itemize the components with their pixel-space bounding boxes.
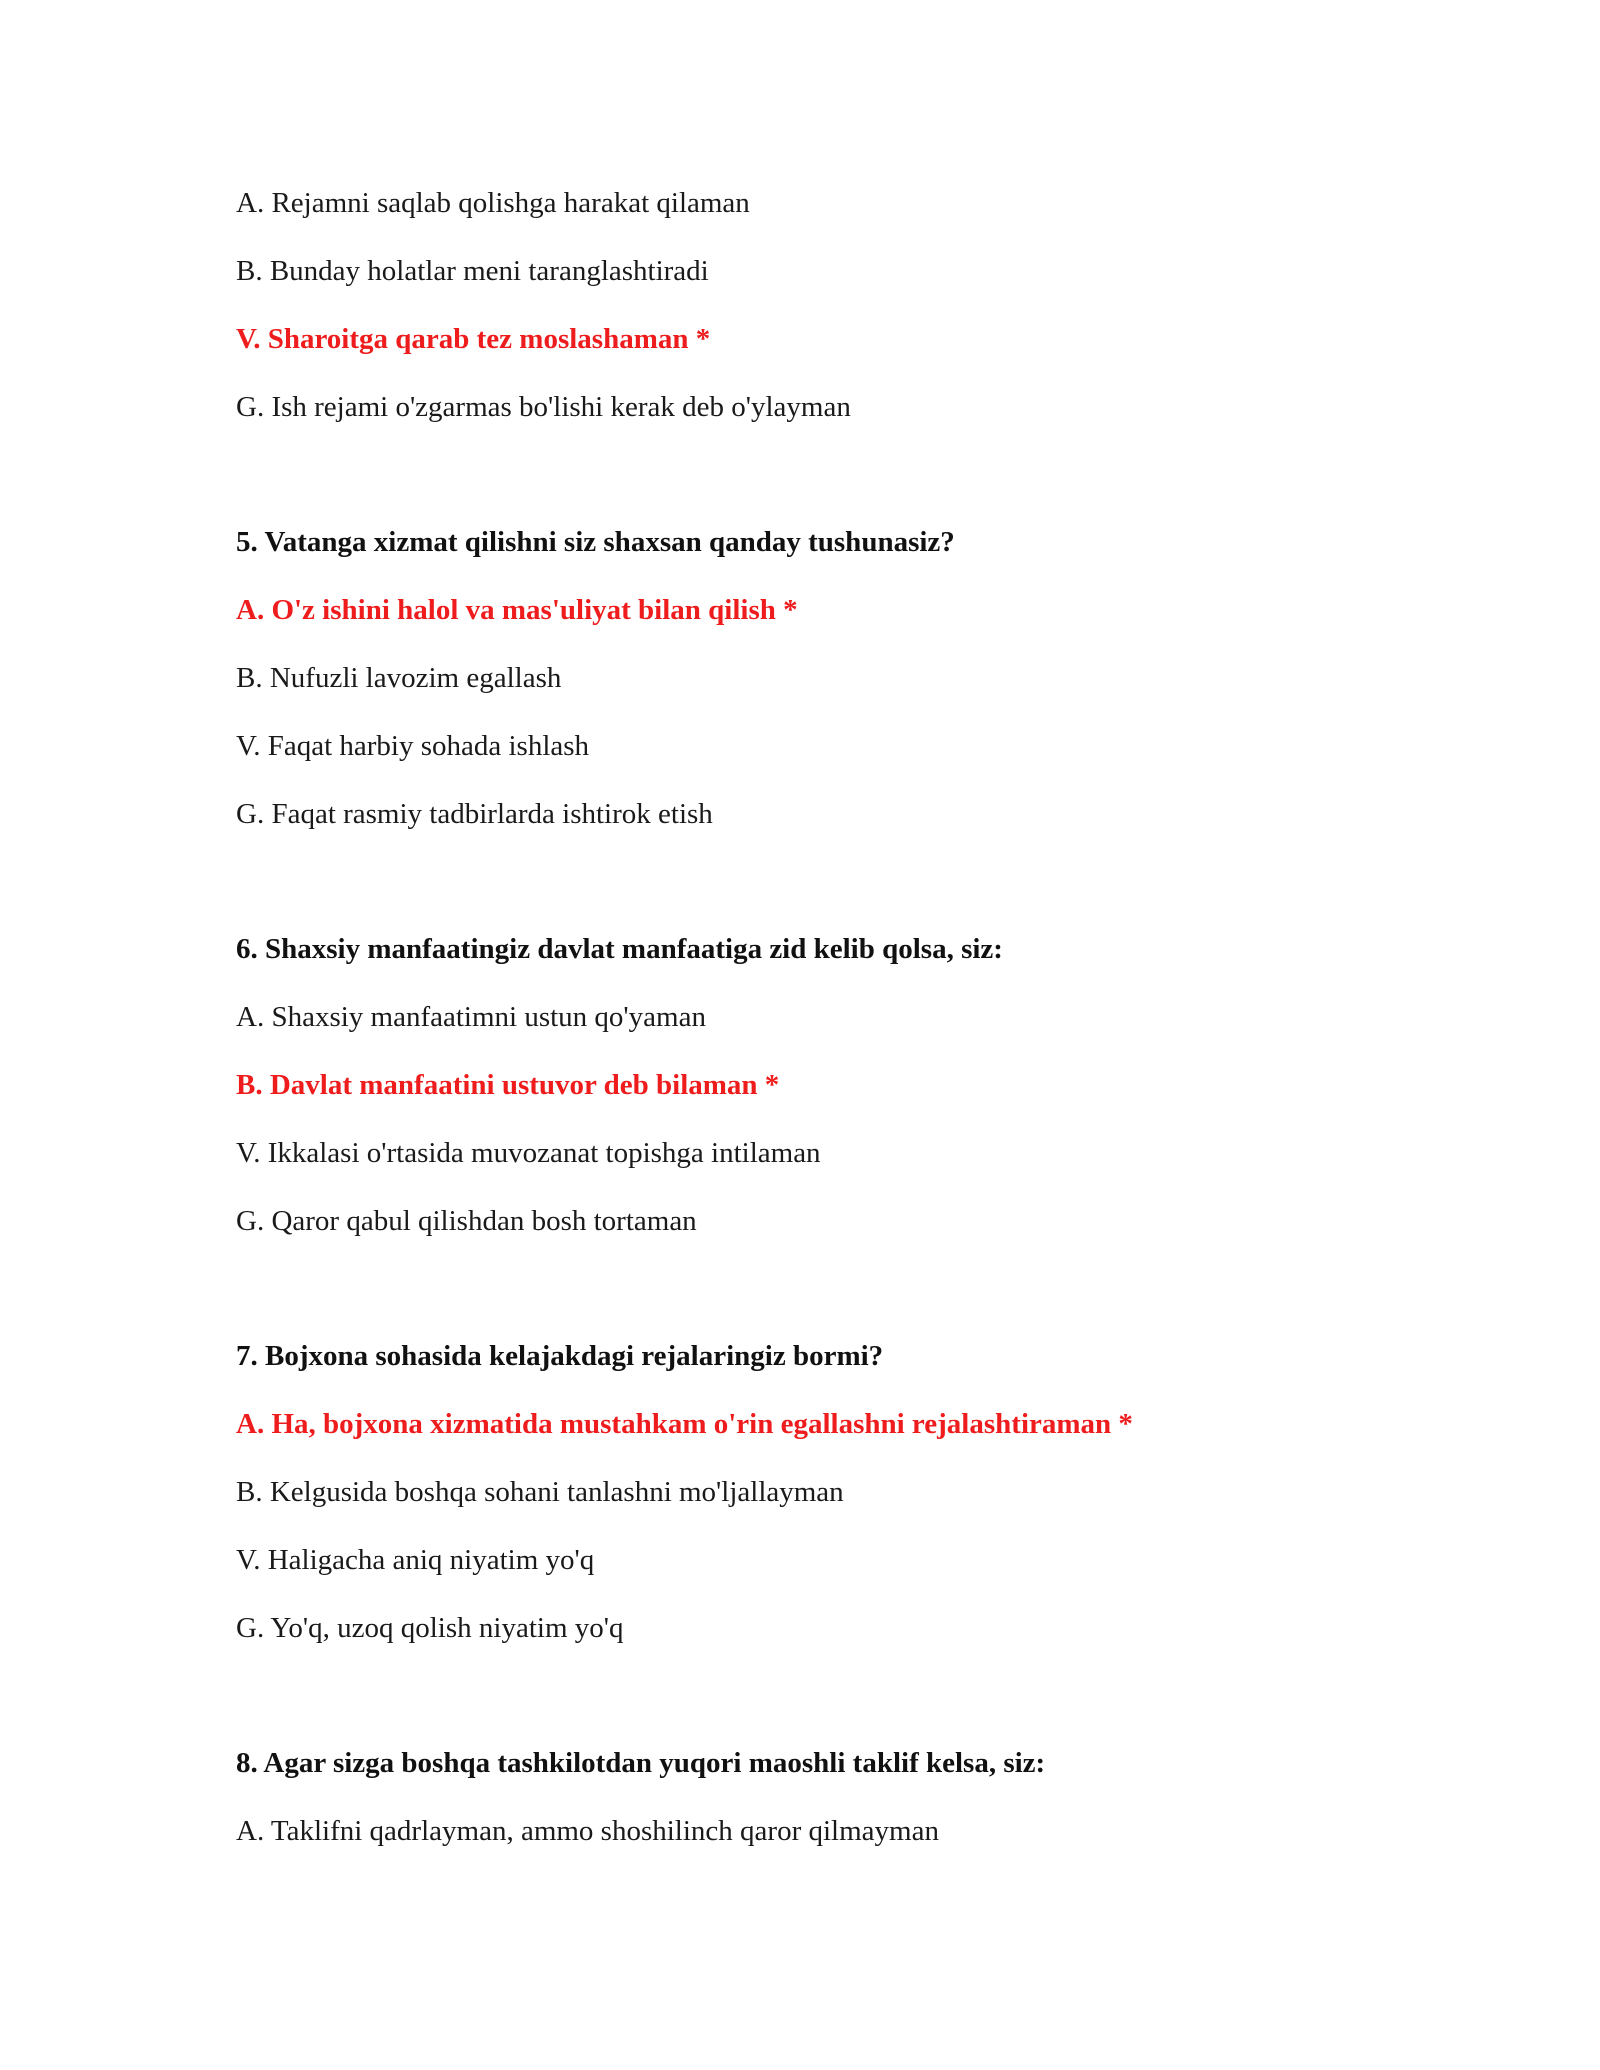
option-v: V. Haligacha aniq niyatim yo'q bbox=[236, 1544, 595, 1576]
option-g: G. Faqat rasmiy tadbirlarda ishtirok etish bbox=[236, 798, 713, 830]
option-g: G. Ish rejami o'zgarmas bo'lishi kerak deb o'ylayman bbox=[236, 391, 851, 423]
option-b: B. Kelgusida boshqa sohani tanlashni mo'ljallayman bbox=[236, 1476, 844, 1508]
correct-option-a: A. O'z ishini halol va mas'uliyat bilan qilish * bbox=[236, 594, 798, 626]
question-8: 8. Agar sizga boshqa tashkilotdan yuqori maoshli taklif kelsa, siz: bbox=[236, 1747, 1046, 1779]
quiz-content bbox=[236, 186, 1436, 1882]
question-5: 5. Vatanga xizmat qilishni siz shaxsan qanday tushunasiz? bbox=[236, 526, 955, 558]
correct-option-b: B. Davlat manfaatini ustuvor deb bilaman * bbox=[236, 1069, 780, 1101]
question-6: 6. Shaxsiy manfaatingiz davlat manfaatiga zid kelib qolsa, siz: bbox=[236, 933, 1003, 965]
option-g: G. Yo'q, uzoq qolish niyatim yo'q bbox=[236, 1612, 624, 1644]
option-v: V. Faqat harbiy sohada ishlash bbox=[236, 730, 590, 762]
option-a: A. Rejamni saqlab qolishga harakat qilaman bbox=[236, 187, 750, 219]
option-a: A. Taklifni qadrlayman, ammo shoshilinch qaror qilmayman bbox=[236, 1815, 939, 1847]
option-a: A. Shaxsiy manfaatimni ustun qo'yaman bbox=[236, 1001, 706, 1033]
option-v: V. Ikkalasi o'rtasida muvozanat topishga intilaman bbox=[236, 1137, 821, 1169]
option-b: B. Nufuzli lavozim egallash bbox=[236, 662, 562, 694]
question-7: 7. Bojxona sohasida kelajakdagi rejalaringiz bormi? bbox=[236, 1340, 884, 1372]
correct-option-a: A. Ha, bojxona xizmatida mustahkam o'rin egallashni rejalashtiraman * bbox=[236, 1408, 1133, 1440]
option-b: B. Bunday holatlar meni taranglashtiradi bbox=[236, 255, 709, 287]
option-g: G. Qaror qabul qilishdan bosh tortaman bbox=[236, 1205, 697, 1237]
correct-option-v: V. Sharoitga qarab tez moslashaman * bbox=[236, 323, 711, 355]
